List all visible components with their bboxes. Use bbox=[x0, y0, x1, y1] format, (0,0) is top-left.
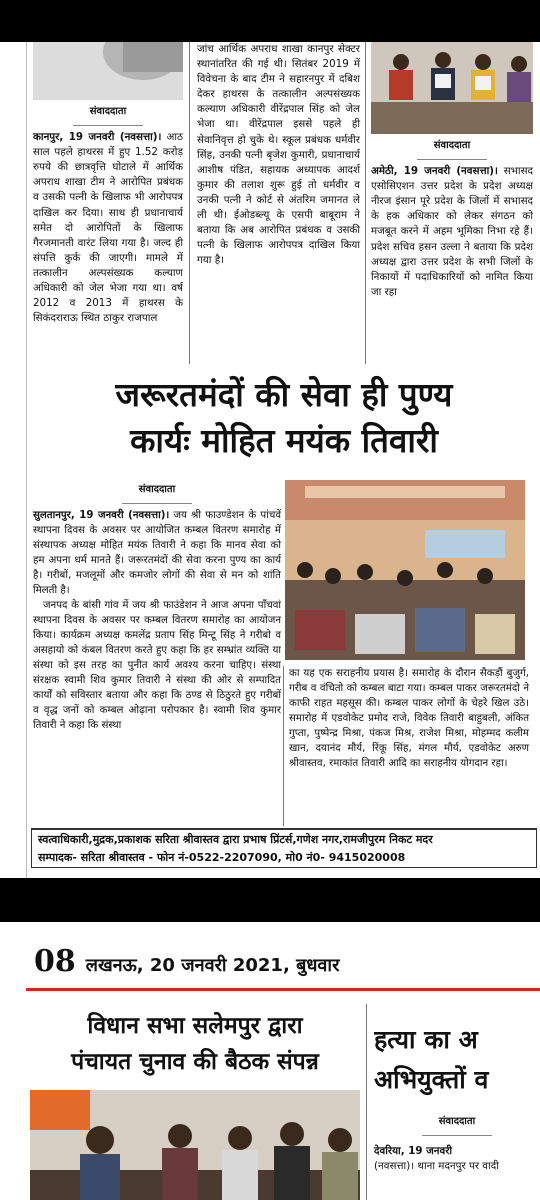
column-divider bbox=[283, 666, 284, 826]
photo-meeting bbox=[30, 1090, 360, 1200]
column-divider bbox=[365, 42, 366, 364]
headline-line-2: कार्यः मोहित मयंक तिवारी bbox=[130, 421, 438, 460]
photo-group-meeting bbox=[371, 42, 533, 134]
header-rule bbox=[26, 988, 540, 991]
photo-blanket-distribution bbox=[285, 480, 525, 660]
right-headline-line-1: हत्या का अ bbox=[374, 1025, 478, 1054]
left-headline bbox=[30, 1008, 360, 1080]
article-text bbox=[374, 1144, 540, 1159]
byline-rule bbox=[422, 1135, 492, 1136]
column-divider bbox=[366, 1004, 367, 1200]
photo-graphic bbox=[33, 42, 183, 100]
article-body: जय श्री फाउण्डेशन के पांचवें स्थापना दिवस के अवसर पर आयोजित कम्बल वितरण समारोह में संस्थापक अध्यक्ष मोहित मयंक तिवारी ने कहा कि मानव सेवा को हम अपना धर्म मानते हैं। जरूरतमंदों की सेवा करना पुण्य का कार्य है। गरीबों, मजलूमों और कमजोर लोगों की सेवा से मन को शांति मिलती है। bbox=[33, 510, 281, 596]
byline: संवाददाता bbox=[89, 106, 127, 117]
article-body: सभासद एसोसिएशन उत्तर प्रदेश के प्रदेश अध्यक्ष नीरज इंसान पूरे प्रदेश के जिलों में सभासद के हक अधिकार को लेकर संगठन को मजबूत करने में अहम भूमिका निभा रहे हैं। प्रदेश सचिव हसन उल्ला ने बताया कि प्रदेश अध्यक्ष द्वारा उत्तर प्रदेश के सभी जिलों के निकायों में पदाधिकारियों को नामित किया जा रहा bbox=[371, 165, 534, 298]
page-number: 08 bbox=[34, 944, 76, 979]
byline-rule bbox=[417, 159, 487, 160]
column-hathras-continued bbox=[197, 42, 360, 268]
column-sultanpur-story-continued bbox=[289, 666, 529, 771]
left-headline-line-2: पंचायत चुनाव की बैठक संपन्न bbox=[71, 1049, 319, 1075]
right-article bbox=[374, 1110, 540, 1174]
byline-rule bbox=[122, 503, 192, 504]
column-sultanpur-story bbox=[33, 478, 281, 733]
imprint-footer bbox=[31, 828, 537, 868]
background-strip-middle bbox=[0, 878, 540, 922]
partial-photo-top-left bbox=[33, 42, 183, 100]
article-body: आठ साल पहले हाथरस में हुए 1.52 करोड़ रुपये की छात्रवृत्ति घोटाले में आर्थिक अपराध शाखा टीम ने आरोपित प्रबंधक व उसकी पत्नी के खिलाफ भी आरोपपत्र दाखिल कर दिया। साथ ही प्रधानाचार्य समेत दो आरोपितों के खिलाफ गैरजमानती वारंट लिया गया है। जल्द ही संपत्ति कुर्क की जाएगी। मामले में तत्कालीन अल्पसंख्यक कल्याण अधिकारी को जेल भेजा गया था। वर्ष 2012 व 2013 में हाथरस के सिकंदराराऊ स्थित ठाकुर राजपाल bbox=[33, 131, 183, 325]
page-dateline: लखनऊ, 20 जनवरी 2021, बुधवार bbox=[85, 955, 340, 976]
story-paragraph-2: जनपद के बांसी गांव में जय श्री फाउंडेशन ने आज अपना पाँचवां स्थापना दिवस के अवसर पर कम्बल वितरण समारोह का आयोजन किया। कार्यक्रम अध्यक्ष कमलेंद्र प्रताप सिंह मिन्टू सिंह ने गरीबो व असहायो को कंबल वितरण करते हुए कहा कि हर सम्भ्रांत व्यक्ति या संस्था को इस तरह का पुनीत कार्य अवश्य करना चाहिए। संस्था संरक्षक स्वामी शिव कुमार तिवारी ने संस्था की ओर से सम्पादित कार्यों को सविस्तार बताया और कहा कि ठण्ड से ठिठुरते हुए गरीबों व वृद्ध जनों को कम्बल ओढ़ाना परोपकार है। स्वामी शिव कुमार तिवारी ने कहा कि संस्था bbox=[33, 600, 281, 731]
page-header bbox=[34, 944, 339, 979]
byline: संवाददाता bbox=[138, 484, 176, 495]
dateline: कानपुर, 19 जनवरी (नवसत्ता)। bbox=[33, 131, 162, 144]
background-strip-top bbox=[0, 0, 540, 42]
photo-graphic bbox=[371, 42, 533, 134]
byline: संवाददाता bbox=[433, 140, 471, 151]
newspaper-page-2 bbox=[26, 922, 540, 1200]
story-paragraph-1 bbox=[33, 508, 281, 598]
imprint-line-2: सम्पादक- सरिता श्रीवास्तव - फोन नं-0522-2207090, मो0 नं0- 9415020008 bbox=[38, 851, 406, 864]
left-headline-line-1: विधान सभा सलेमपुर द्वारा bbox=[87, 1013, 303, 1039]
headline-line-1: जरूरतमंदों की सेवा ही पुण्य bbox=[115, 375, 453, 414]
dateline: सुलतानपुर, 19 जनवरी (नवसत्ता)। bbox=[33, 510, 170, 521]
newspaper-page-1 bbox=[26, 42, 540, 878]
byline: संवाददाता bbox=[438, 1116, 476, 1127]
photo-graphic bbox=[30, 1090, 360, 1200]
right-headline-line-2: अभियुक्तों व bbox=[374, 1065, 489, 1094]
dateline: देवरिया, 19 जनवरी bbox=[374, 1145, 453, 1157]
byline-rule bbox=[73, 125, 143, 126]
photo-graphic bbox=[285, 480, 525, 660]
right-headline bbox=[374, 1020, 540, 1100]
article-text bbox=[371, 164, 533, 300]
article-text bbox=[33, 130, 183, 326]
article-body: (नवसत्ता)। थाना मदनपुर पर वादी bbox=[374, 1160, 499, 1172]
main-headline bbox=[27, 372, 540, 464]
dateline: अमेठी, 19 जनवरी (नवसत्ता)। bbox=[371, 165, 498, 178]
column-amethi bbox=[371, 42, 533, 300]
column-kanpur bbox=[33, 42, 183, 326]
story-paragraph-3: का यह एक सराहनीय प्रयास है। समारोह के दौरान सैकड़ौं बुजुर्ग, गरीब व वंचितो को कम्बल बाटा गया। कम्बल पाकर जरूरतमंदो ने काफी राहत महसूस की। कम्बल पाकर लोगों के चेहरे खिल उठे। समारोह में एडवोकेट प्रमोद राजे, विवेक तिवारी बाहुबली, अंकित गुप्ता, पुष्पेन्द्र मिश्रा, पंकज मिश्र, राजेश मिश्रा, मोहम्मद कलीम खान, दयानंद मौर्य, रिंकू सिंह, मंगल मौर्य, एडवोकेट अरुण श्रीवास्तव, रमाकांत तिवारी आदि का सराहनीय योगदान रहा। bbox=[289, 668, 529, 769]
column-divider bbox=[189, 42, 190, 364]
article-body: जांच आर्थिक अपराध शाखा कानपुर सेक्टर स्थानांतरित की गई थी। सितंबर 2019 में विवेचना के बाद टीम ने सहारनपुर में दबिश देकर हाथरस के तत्कालीन अल्पसंख्यक कल्याण अधिकारी वीरेंद्रपाल सिंह को जेल भेजा था। वीरेंद्रपाल इससे पहले ही सेवानिवृत्त हो चुके थे। स्कूल प्रबंधक धर्मवीर सिंह, उनकी पत्नी बृजेश कुमारी, प्रधानाचार्य आशीष पंडित, सहायक अध्यापक आदर्श कुमार की तलाश शुरू हुई तो धर्मवीर व उनकी पत्नी ने कोर्ट से अंतरिम जमानत ले ली थी। ईओडब्ल्यू के एसपी बाबूराम ने बताया कि अब आरोपित प्रबंधक व उसकी पत्नी के खिलाफ आरोपपत्र दाखिल किया गया है। bbox=[197, 43, 360, 267]
imprint-line-1: स्वत्वाधिकारी,मुद्रक,प्रकाशक सरिता श्रीवास्तव द्वारा प्रभाष प्रिंटर्स,गणेश नगर,रामजीपुरम निकट मदर bbox=[38, 833, 433, 846]
